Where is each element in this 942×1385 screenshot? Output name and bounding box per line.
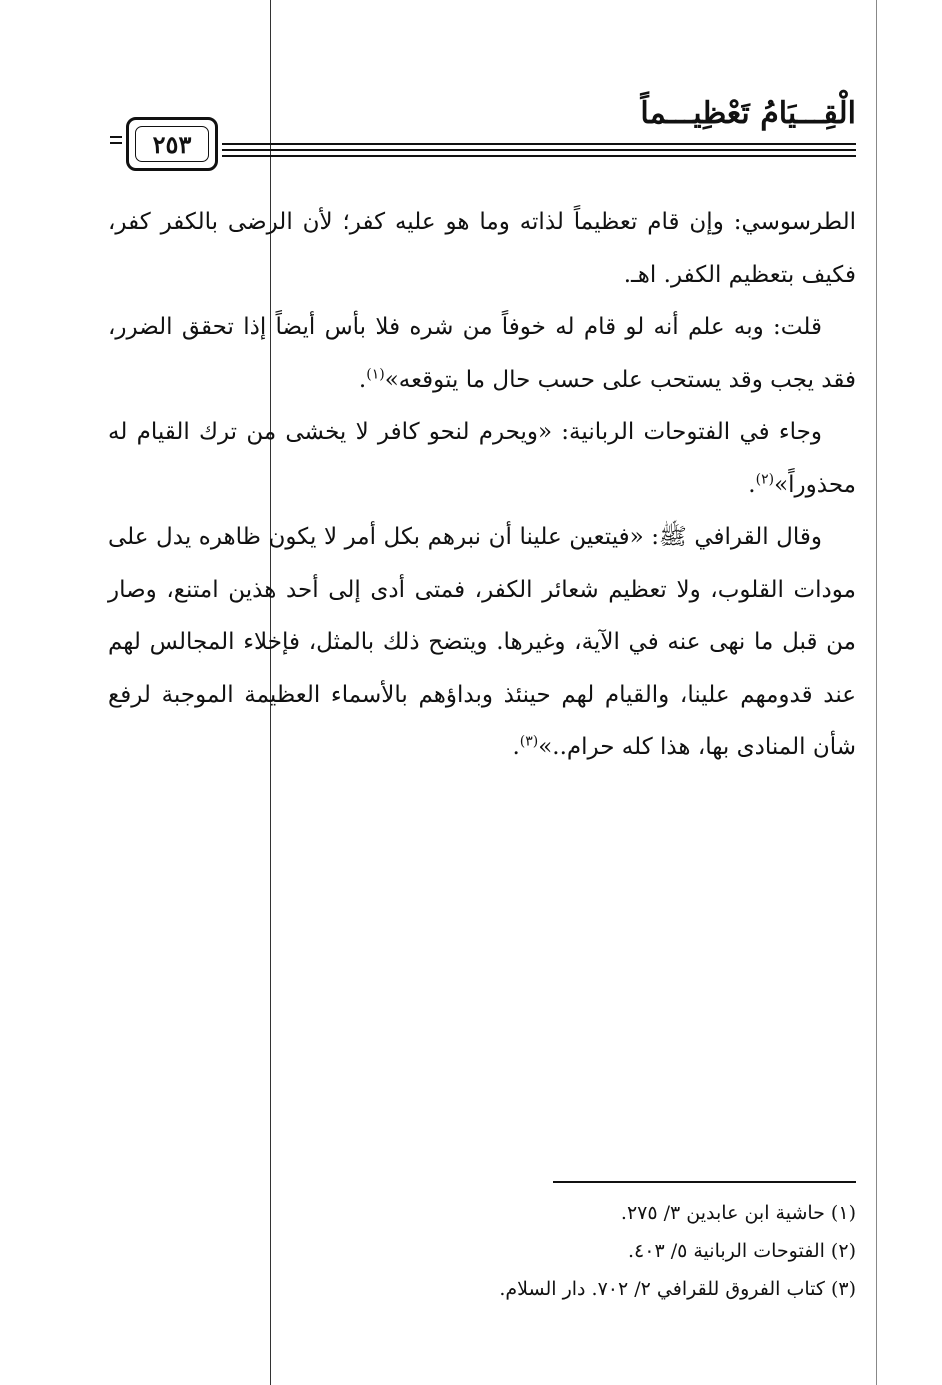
- footnote-reference: (١): [366, 365, 385, 382]
- page-number: ٢٥٣: [135, 126, 209, 162]
- header-rule: [222, 149, 856, 151]
- paragraph-text: قلت: وبه علم أنه لو قام له خوفاً من شره فلا بأس أيضاً إذا تحقق الضرر، فقد يجب وقد يستحب على حسب حال ما يتوقعه»: [108, 314, 856, 393]
- paragraph-text: وقال القرافي ﷺ: «فيتعين علينا أن نبرهم بكل أمر لا يكون ظاهره يدل على مودات القلوب، ولا تعظيم شعائر الكفر، فمتى أدى إلى أحد هذين امتنع، وصار من قبل ما نهى عنه في الآية، وغيرها. ويتضح ذلك بالمثل، فإخلاء المجالس لهم عند قدومهم علينا، والقيام لهم حينئذ وبداؤهم بالأسماء العظيمة الموجبة لرفع شأن المنادى بها، هذا كله حرام..»: [108, 524, 856, 760]
- paragraph: [108, 511, 856, 774]
- header-rule: [222, 143, 856, 145]
- running-title: الْقِـــيَامُ تَعْظِيـــماً: [640, 96, 856, 131]
- body-text: [108, 196, 856, 774]
- paragraph: [108, 196, 856, 301]
- footnote-separator: [553, 1181, 856, 1183]
- paragraph-text: الطرسوسي: وإن قام تعظيماً لذاته وما هو عليه كفر؛ لأن الرضى بالكفر كفر، فكيف بتعظيم الكفر. اهـ.: [108, 209, 856, 288]
- header-rule: [222, 155, 856, 157]
- footnote: (١) حاشية ابن عابدين ٣/ ٢٧٥.: [620, 1202, 856, 1224]
- footnote-reference: (٢): [755, 470, 775, 487]
- paragraph: [108, 301, 856, 406]
- paragraph-text: وجاء في الفتوحات الربانية: «ويحرم لنحو كافر لا يخشى من ترك القيام له محذوراً»: [108, 419, 856, 498]
- scan-artifact-line: [876, 0, 877, 1385]
- paragraph-tail: .: [358, 366, 367, 393]
- paragraph: [108, 406, 856, 511]
- footnotes: [300, 1194, 856, 1308]
- footnote-reference: (٣): [519, 733, 539, 750]
- footnote: (٣) كتاب الفروق للقرافي ٢/ ٧٠٢. دار السلام.: [499, 1278, 856, 1300]
- footnote: (٢) الفتوحات الربانية ٥/ ٤٠٣.: [627, 1240, 856, 1262]
- paragraph-tail: .: [748, 471, 756, 498]
- paragraph-tail: .: [512, 734, 520, 760]
- page-number-frame: [126, 117, 218, 171]
- header-ornament: [110, 136, 122, 150]
